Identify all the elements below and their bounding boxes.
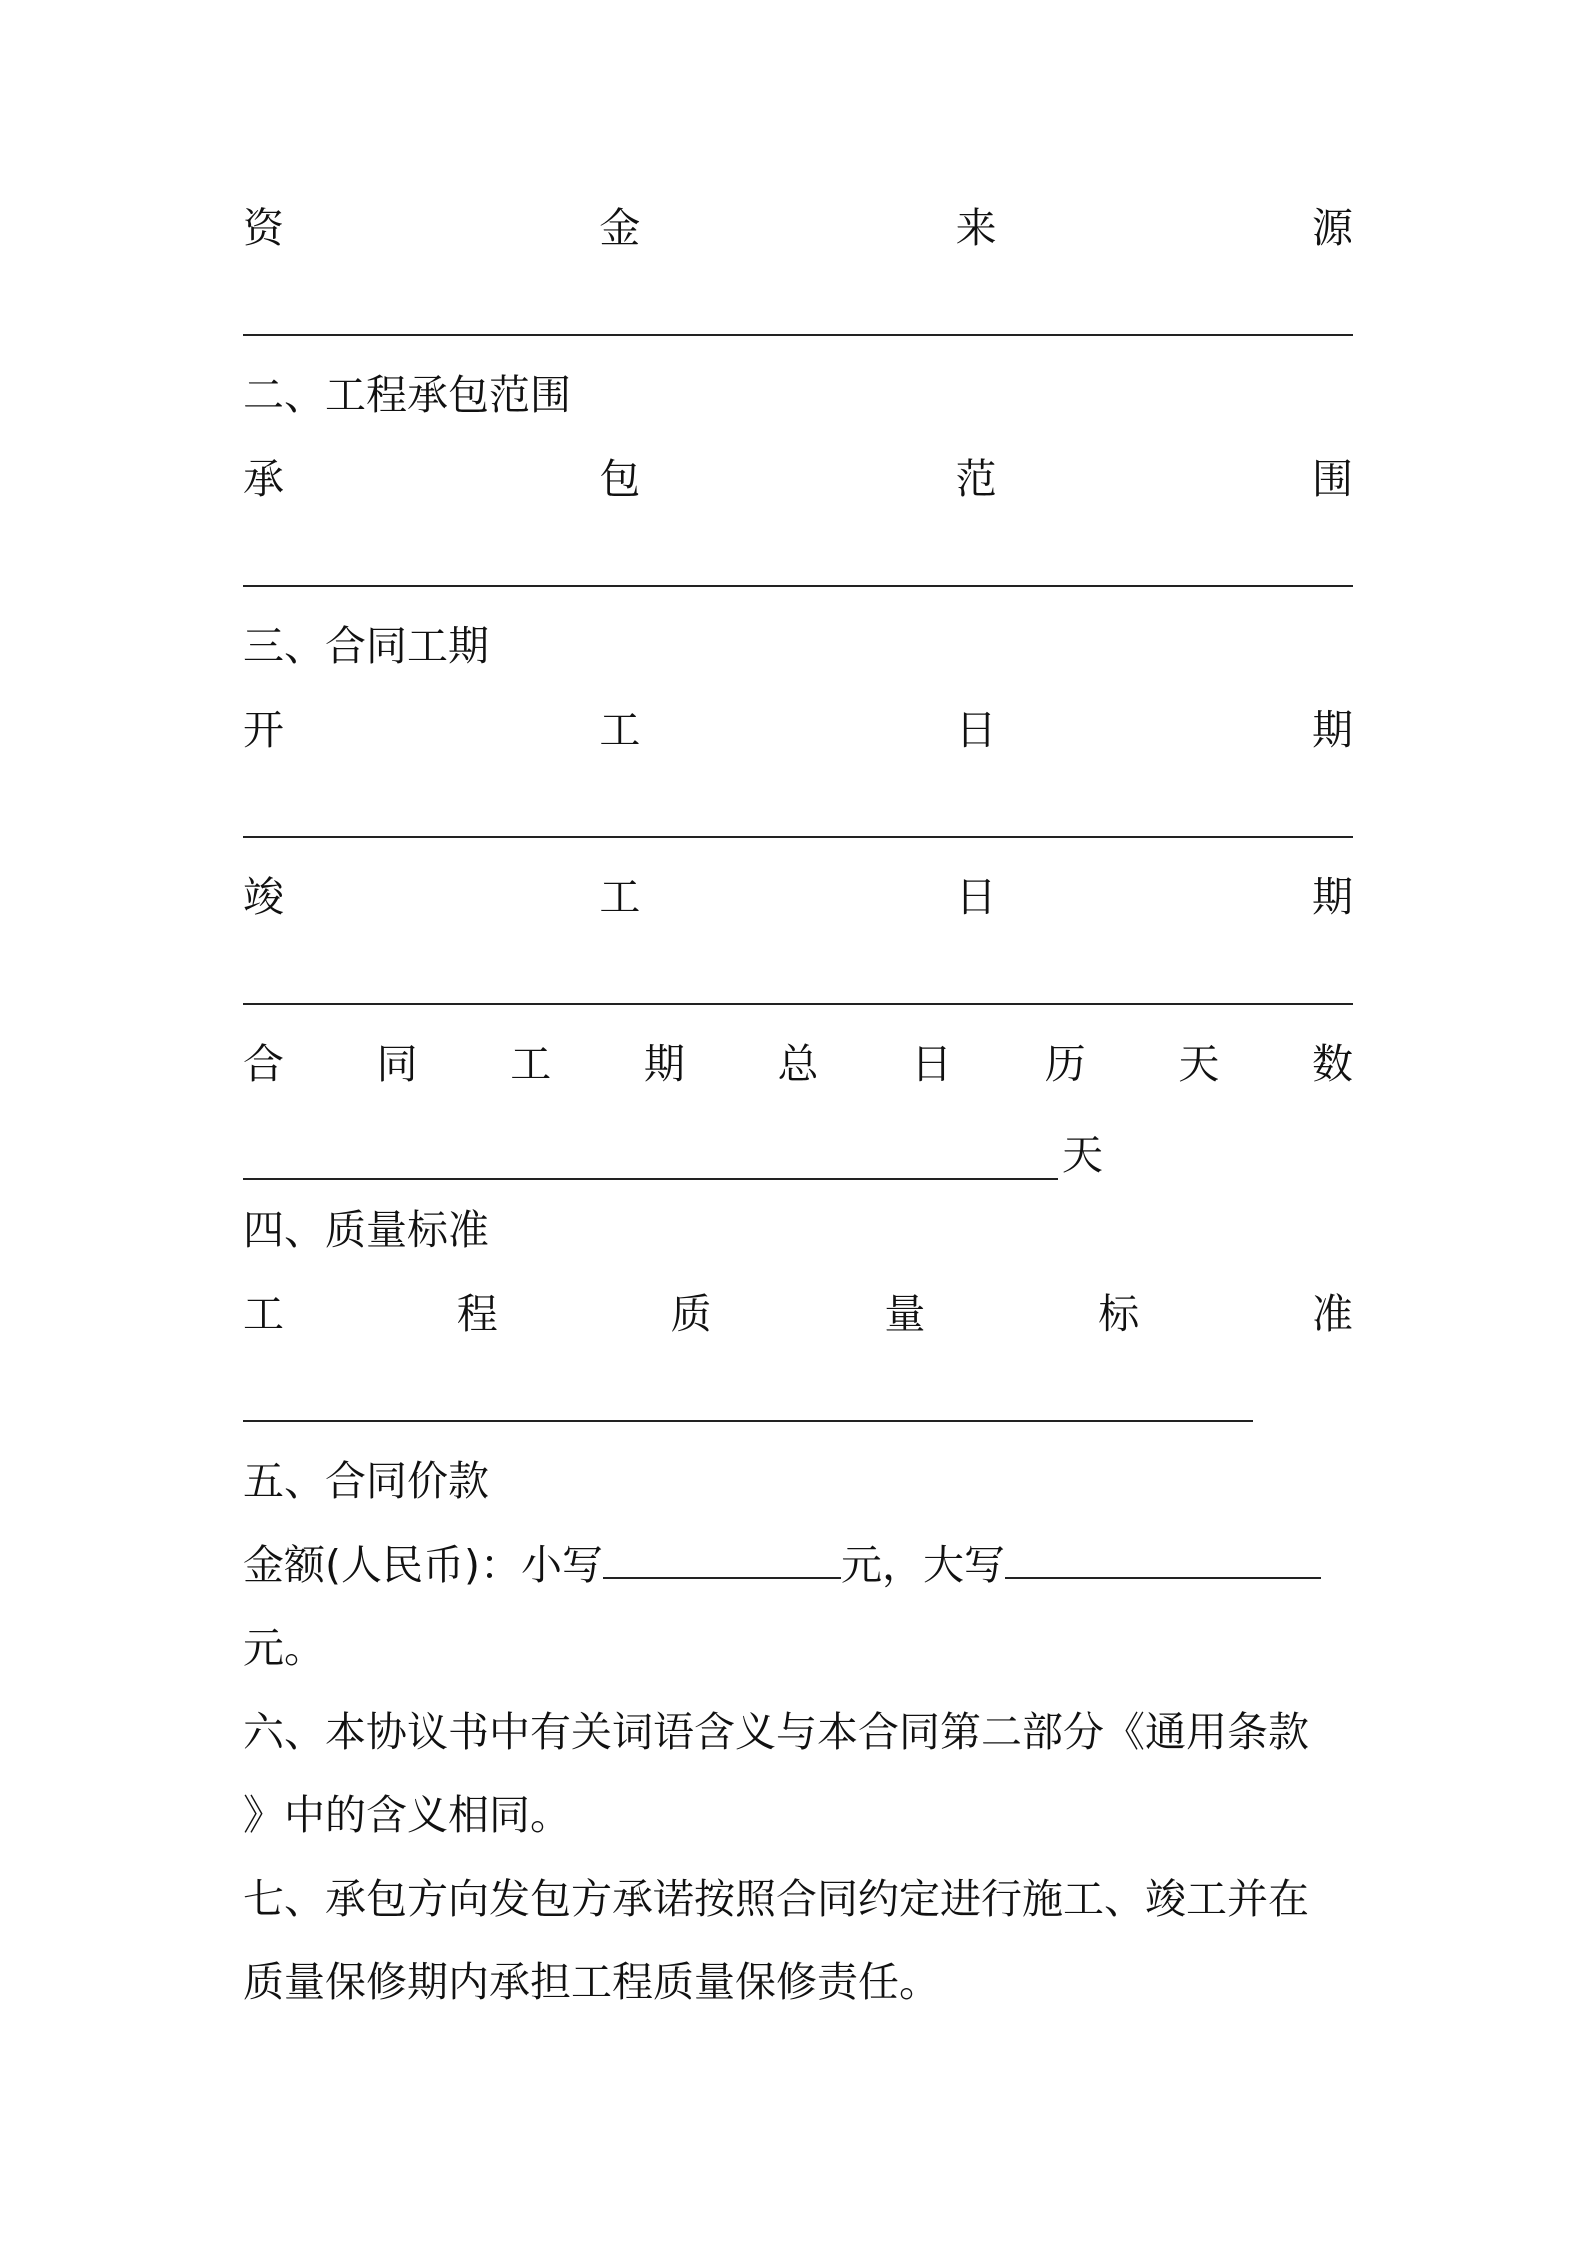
price-uppercase-blank: [1005, 1543, 1321, 1579]
label-char: 合: [243, 1040, 284, 1088]
price-label: 金额(人民币)：小写: [243, 1541, 603, 1589]
label-char: 承: [243, 455, 284, 503]
funding-source-blank: [243, 334, 1353, 336]
label-char: 总: [777, 1040, 819, 1088]
label-char: 围: [1311, 455, 1353, 503]
label-char: 范: [955, 455, 997, 503]
total-days-blank: [243, 1178, 1058, 1180]
scope-heading: 二、工程承包范围: [243, 371, 571, 419]
quality-heading: 四、质量标准: [243, 1206, 489, 1254]
total-days-label: [243, 1039, 1353, 1089]
label-char: 日: [911, 1040, 953, 1088]
price-lowercase-blank: [603, 1543, 841, 1579]
label-char: 数: [1312, 1040, 1353, 1088]
price-amount-line: [243, 1540, 1353, 1590]
label-char: 同: [376, 1040, 418, 1088]
scope-label: [243, 454, 1353, 504]
label-char: 期: [1311, 873, 1353, 921]
label-char: 质: [670, 1290, 712, 1338]
clause-6-line-2: 》中的含义相同。: [243, 1791, 571, 1839]
label-char: 竣: [243, 873, 284, 921]
quality-label: [243, 1289, 1353, 1339]
label-char: 历: [1044, 1040, 1086, 1088]
price-unit-end: 元。: [243, 1624, 325, 1672]
duration-heading: 三、合同工期: [243, 622, 489, 670]
label-char: 日: [955, 873, 997, 921]
label-char: 期: [643, 1040, 685, 1088]
label-char: 程: [456, 1290, 498, 1338]
label-char: 源: [1311, 204, 1353, 252]
label-char: 工: [599, 873, 641, 921]
quality-blank: [243, 1420, 1253, 1422]
label-char: 日: [955, 706, 997, 754]
start-date-blank: [243, 836, 1353, 838]
label-char: 开: [243, 706, 284, 754]
clause-7-line-2: 质量保修期内承担工程质量保修责任。: [243, 1958, 940, 2006]
label-char: 量: [884, 1290, 926, 1338]
completion-date-label: [243, 872, 1353, 922]
label-char: 工: [599, 706, 641, 754]
completion-date-blank: [243, 1003, 1353, 1005]
label-char: 来: [955, 204, 997, 252]
clause-7-line-1: 七、承包方向发包方承诺按照合同约定进行施工、竣工并在: [243, 1875, 1309, 1923]
label-char: 准: [1311, 1290, 1353, 1338]
label-char: 期: [1311, 706, 1353, 754]
scope-blank: [243, 585, 1353, 587]
start-date-label: [243, 705, 1353, 755]
price-unit-uppercase: 元，大写: [841, 1541, 1005, 1589]
total-days-unit: 天: [1062, 1131, 1103, 1179]
price-heading: 五、合同价款: [243, 1457, 489, 1505]
label-char: 金: [599, 204, 641, 252]
label-char: 标: [1098, 1290, 1140, 1338]
label-char: 天: [1178, 1040, 1220, 1088]
clause-6-line-1: 六、本协议书中有关词语含义与本合同第二部分《通用条款: [243, 1708, 1309, 1756]
label-char: 工: [243, 1290, 284, 1338]
label-char: 包: [599, 455, 641, 503]
funding-source-label: [243, 203, 1353, 253]
label-char: 工: [510, 1040, 552, 1088]
label-char: 资: [243, 204, 284, 252]
